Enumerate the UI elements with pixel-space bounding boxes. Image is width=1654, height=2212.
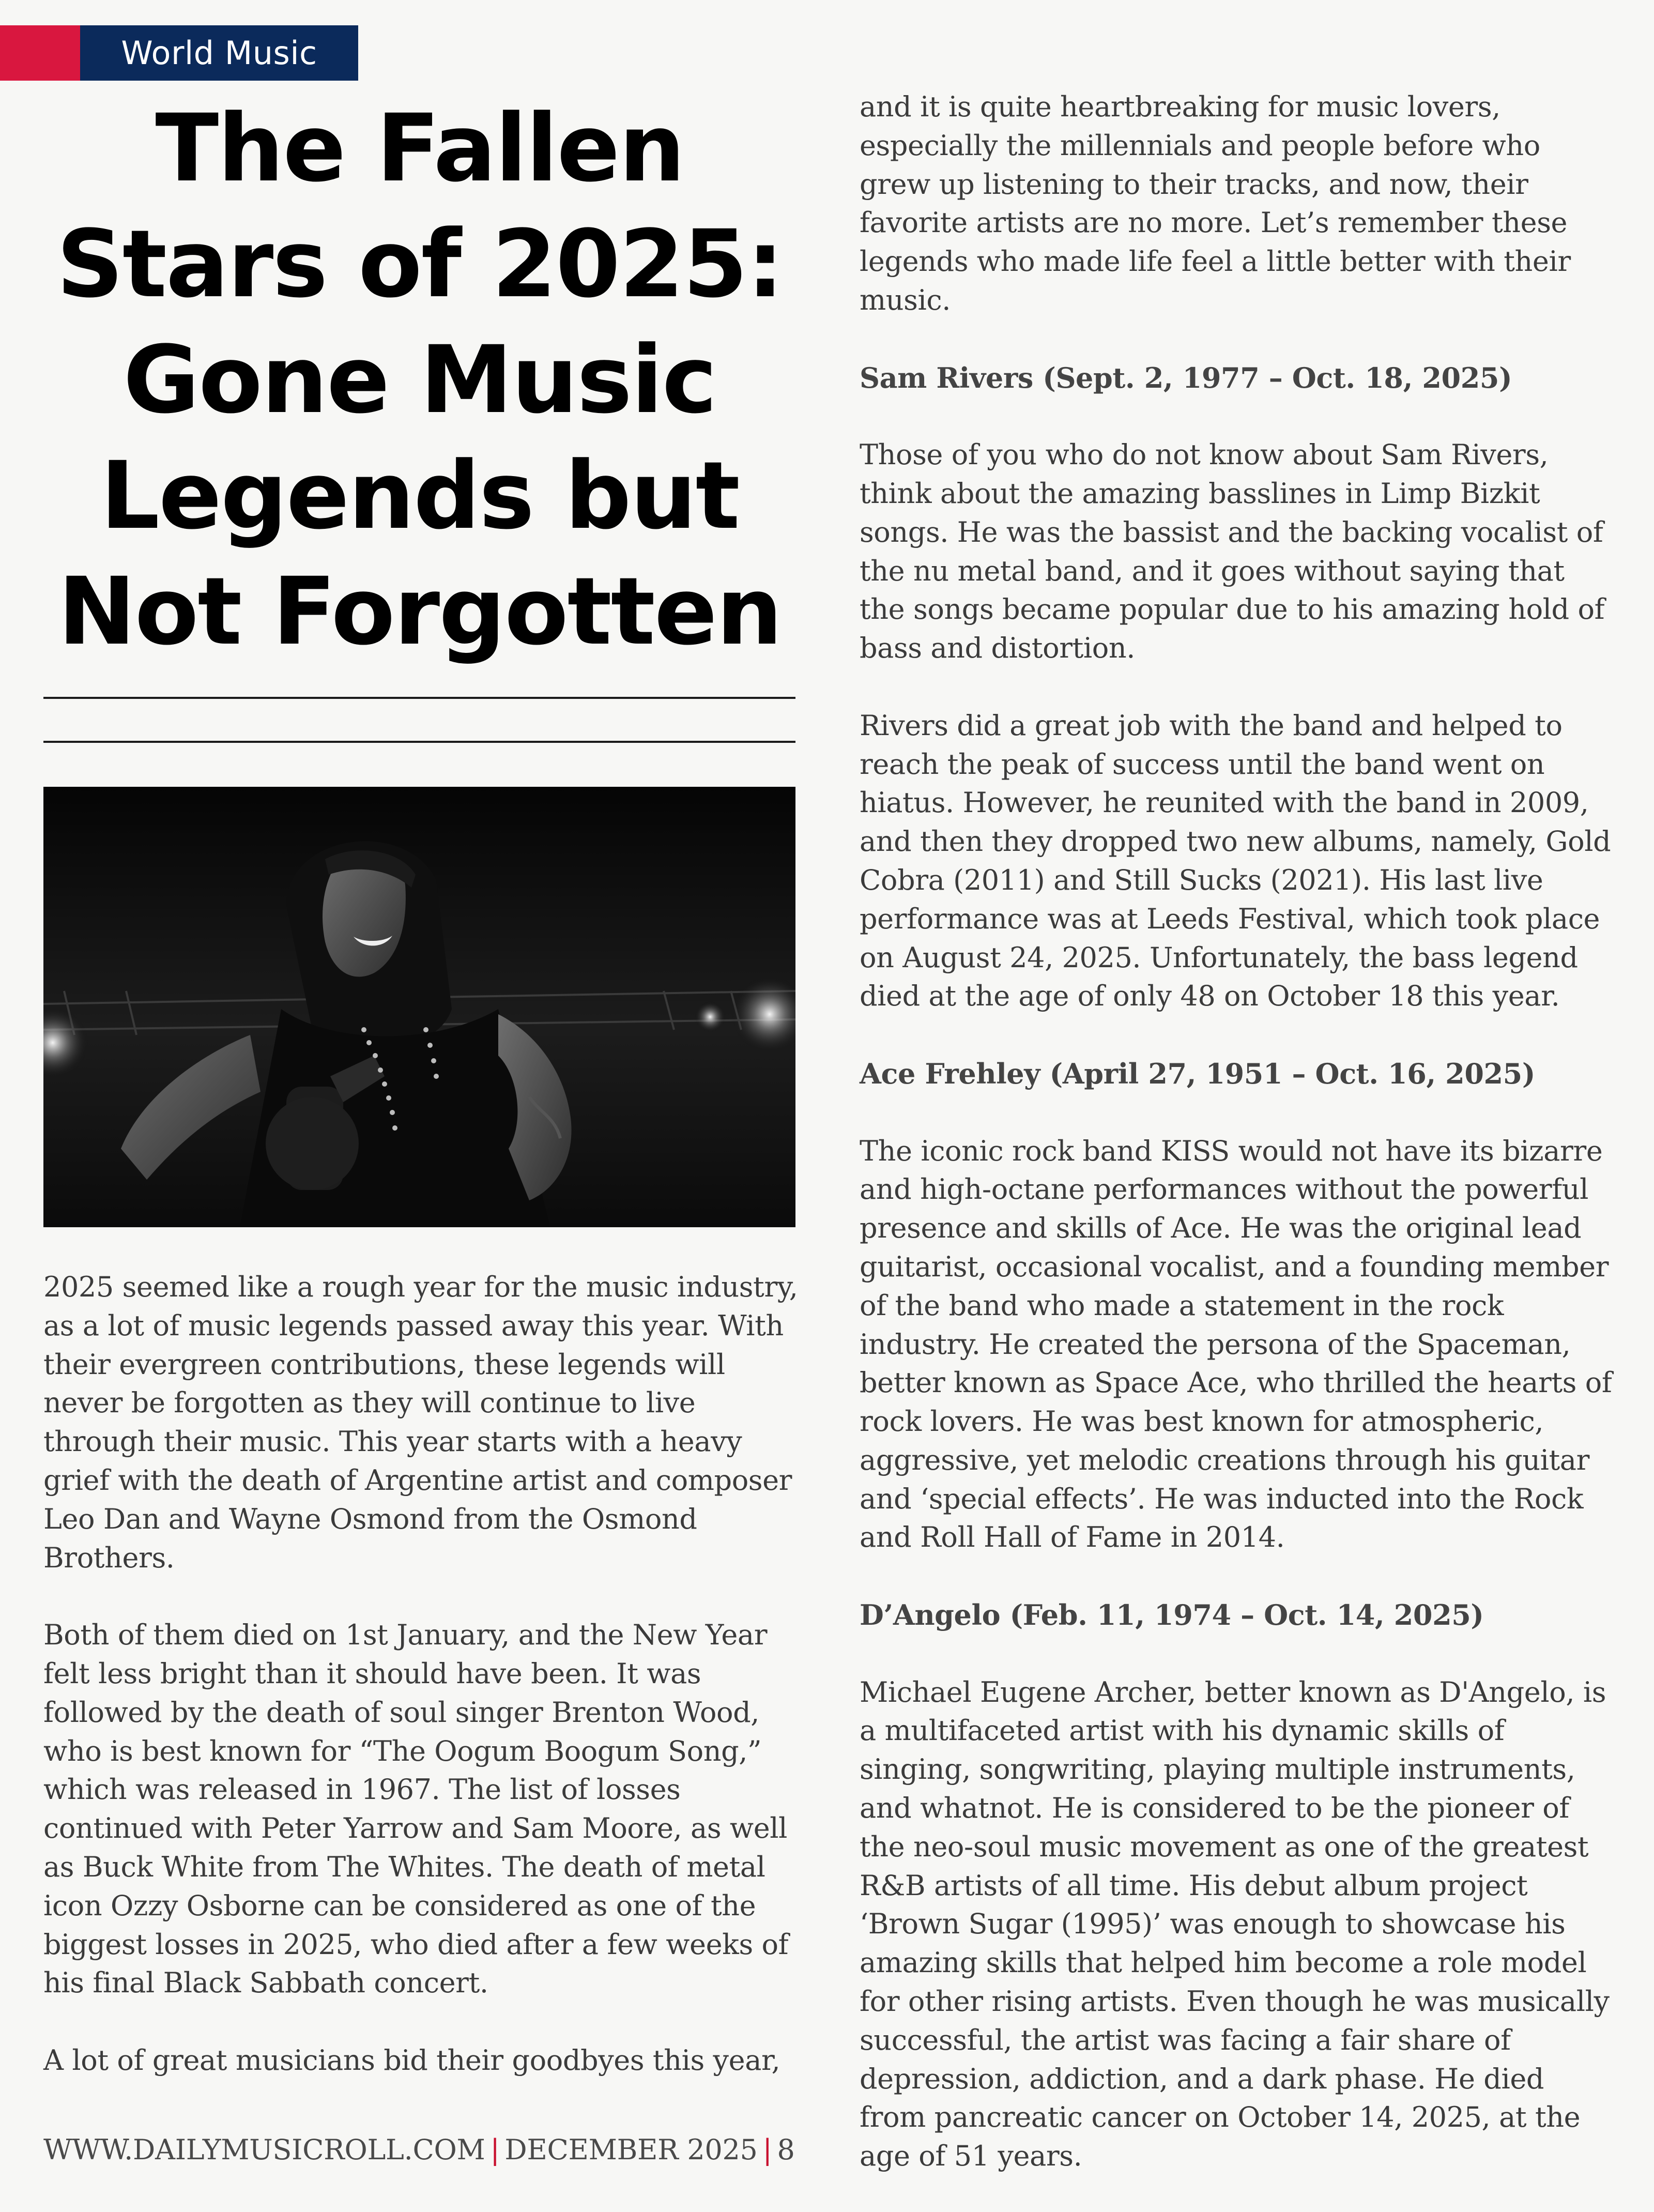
headline-divider-bottom xyxy=(43,741,795,743)
page-footer xyxy=(43,2131,795,2169)
article-headline: The Fallen Stars of 2025: Gone Music Legends but Not Forgotten xyxy=(56,95,783,666)
body-paragraph: 2025 seemed like a rough year for the music industry, as a lot of music legends passed away this year. With their evergreen contributions, these legends will never be forgotten as they will continue to live through their music. This year starts with a heavy grief with the death of Argentine artist and composer Leo Dan and Wayne Osmond from the Osmond Brothers. xyxy=(43,1271,798,1574)
footer-page-number: 8 xyxy=(777,2133,795,2166)
body-paragraph: The iconic rock band KISS would not have its bizarre and high-octane performances without the powerful presence and skills of Ace. He was the original lead guitarist, occasional vocalist, and a founding member of the band who made a statement in the rock industry. He created the persona of the Spaceman, better known as Space Ace, who thrilled the hearts of rock lovers. He was best known for atmospheric, aggressive, yet melodic creations through his guitar and ‘special effects’. He was inducted into the Rock and Roll Hall of Fame in 2014. xyxy=(860,1134,1612,1554)
footer-separator: | xyxy=(762,2133,772,2166)
article-photo xyxy=(43,787,795,1227)
body-paragraph: Those of you who do not know about Sam Rivers, think about the amazing basslines in Limp Bizkit songs. He was the bassist and the backing vocalist of the nu metal band, and it goes without saying that the songs became popular due to his amazing hold of bass and distortion. xyxy=(860,438,1605,665)
footer-website-link[interactable]: WWW.DAILYMUSICROLL.COM xyxy=(43,2133,485,2166)
footer-issue-date: DECEMBER 2025 xyxy=(504,2133,758,2166)
body-paragraph: and it is quite heartbreaking for music lovers, especially the millennials and people before who grew up listening to their tracks, and now, their favorite artists are no more. Let’s remember these legends who made life feel a little better with their music. xyxy=(860,90,1571,316)
body-paragraph: Rivers did a great job with the band and helped to reach the peak of success until the band went on hiatus. However, he reunited with the band in 2009, and then they dropped two new albums, namely, Gold Cobra (2011) and Still Sucks (2021). His last live performance was at Leeds Festival, which took place on August 24, 2025. Unfortunately, the bass legend died at the age of only 48 on October 18 this year. xyxy=(860,709,1611,1013)
left-column xyxy=(43,1268,803,2080)
right-column xyxy=(860,88,1617,2176)
footer-separator: | xyxy=(490,2133,500,2166)
section-accent-bar xyxy=(0,25,80,81)
subheading-sam-rivers: Sam Rivers (Sept. 2, 1977 – Oct. 18, 2025) xyxy=(860,361,1512,394)
body-paragraph: Both of them died on 1st January, and the New Year felt less bright than it should have been. It was followed by the death of soul singer Brenton Wood, who is best known for “The Oogum Boogum Song,” which was released in 1967. The list of losses continued with Peter Yarrow and Sam Moore, as well as Buck White from The Whites. The death of metal icon Ozzy Osborne can be considered as one of the biggest losses in 2025, who died after a few weeks of his final Black Sabbath concert. xyxy=(43,1619,789,2000)
subheading-dangelo: D’Angelo (Feb. 11, 1974 – Oct. 14, 2025) xyxy=(860,1598,1484,1632)
performer-photo-illustration xyxy=(43,787,795,1227)
subheading-ace-frehley: Ace Frehley (April 27, 1951 – Oct. 16, 2025) xyxy=(860,1057,1536,1090)
body-paragraph: A lot of great musicians bid their goodbyes this year, xyxy=(43,2043,780,2077)
headline-divider-top xyxy=(43,697,795,699)
body-paragraph: Michael Eugene Archer, better known as D'Angelo, is a multifaceted artist with his dynamic skills of singing, songwriting, playing multiple instruments, and whatnot. He is considered to be the pioneer of the neo-soul music movement as one of the greatest R&B artists of all time. His debut album project ‘Brown Sugar (1995)’ was enough to showcase his amazing skills that helped him become a role model for other rising artists. Even though he was musically successful, the artist was facing a fair share of depression, addiction, and a dark phase. He died from pancreatic cancer on October 14, 2025, at the age of 51 years. xyxy=(860,1675,1610,2173)
section-tag[interactable]: World Music xyxy=(80,25,358,81)
